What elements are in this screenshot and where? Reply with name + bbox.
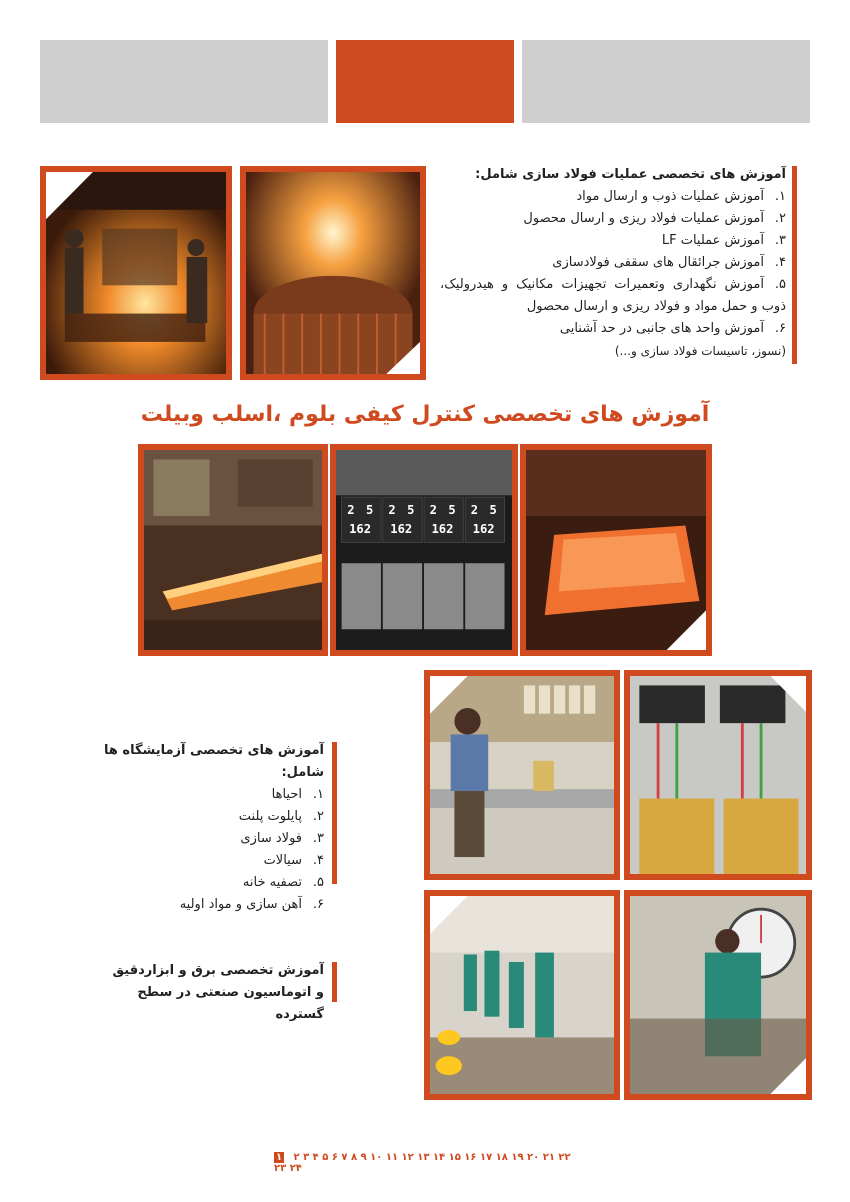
control-panel-photo [624, 670, 812, 880]
billet-mark: 2 [347, 503, 355, 518]
billet-mark: 5 [448, 503, 456, 518]
quality-control-title: آموزش های تخصصی کنترل کیفی بلوم ،اسلب وبیلت [140, 402, 710, 427]
billet-mark: 2 [388, 503, 396, 518]
list-item: ۲.پایلوت پلنت [238, 809, 324, 824]
billet-mark: 2 [429, 503, 437, 518]
list-item: ۵.آموزش نگهداری وتعمیرات تجهیزات مکانیک و هیدرولیک، ذوب و حمل مواد و فولاد ریزی و ارسال محصول [440, 277, 786, 314]
list-item: ۶.آموزش واحد های جانبی در حد آشنایی [559, 321, 786, 336]
hot-bloom-photo [138, 444, 328, 656]
billet-mark: 162 [349, 521, 372, 537]
billet-stack-photo [330, 444, 518, 656]
laboratory-list [90, 784, 324, 916]
laboratory-accent-bar [332, 742, 337, 884]
steelmaking-text-block [440, 164, 786, 362]
header-bar-center [336, 40, 514, 123]
list-item: ۳.آموزش عملیات LF [661, 233, 786, 248]
billet-mark: 162 [390, 521, 413, 537]
electrical-workshop-photo [424, 890, 620, 1100]
electrical-line-1: آموزش تخصصی برق و ابزاردقیق [112, 963, 324, 978]
furnace-workers-photo [40, 166, 232, 380]
billet-mark: 2 [470, 503, 479, 518]
list-item: ۲.آموزش عملیات فولاد ریزی و ارسال محصول [523, 211, 786, 226]
laboratory-intro: آموزش های تخصصی آزمایشگاه ها شامل: [103, 743, 324, 780]
electrical-line-2: و اتوماسیون صنعتی در سطح گسترده [137, 985, 324, 1022]
list-item: ۱.احیاها [271, 787, 324, 802]
header-bar-left [40, 40, 328, 123]
electrical-text-block [90, 960, 324, 1026]
page-number-strip [274, 1152, 574, 1172]
list-item: ۴.سیالات [263, 853, 324, 868]
current-page-number: ۱ [275, 1152, 283, 1163]
list-item: ۵.تصفیه خانه [242, 875, 324, 890]
billet-mark: 5 [407, 503, 415, 518]
list-item: ۳.فولاد سازی [240, 831, 324, 846]
electrical-accent-bar [332, 962, 337, 1002]
billet-mark: 5 [365, 503, 374, 518]
laboratory-text-block [90, 740, 324, 916]
steelmaking-accent-bar [792, 166, 797, 364]
hot-slab-photo [520, 444, 712, 656]
instrument-technician-photo [624, 890, 812, 1100]
billet-mark: 162 [431, 521, 454, 537]
billet-mark: 5 [489, 503, 497, 518]
laboratory-chemist-photo [424, 670, 620, 880]
list-item: ۶.آهن سازی و مواد اولیه [179, 897, 324, 912]
billet-mark: 162 [472, 521, 495, 537]
steelmaking-intro: آموزش های تخصصی عملیات فولاد سازی شامل: [475, 167, 786, 182]
list-item: ۴.آموزش جرائقال های سقفی فولادسازی [552, 255, 786, 270]
arc-furnace-photo [240, 166, 426, 380]
steelmaking-note: (نسوز، تاسیسات فولاد سازی و...) [614, 344, 786, 358]
steelmaking-list [440, 186, 786, 340]
page-number-list: ۲ ۳ ۴ ۵ ۶ ۷ ۸ ۹ ۱۰ ۱۱ ۱۲ ۱۳ ۱۴ ۱۵ ۱۶ ۱۷ ۱۸ ۱۹ ۲۰ ۲۱ ۲۲ ۲۳ ۲۴ [274, 1152, 571, 1174]
header-bar-right [522, 40, 810, 123]
list-item: ۱.آموزش عملیات ذوب و ارسال مواد [576, 189, 786, 204]
